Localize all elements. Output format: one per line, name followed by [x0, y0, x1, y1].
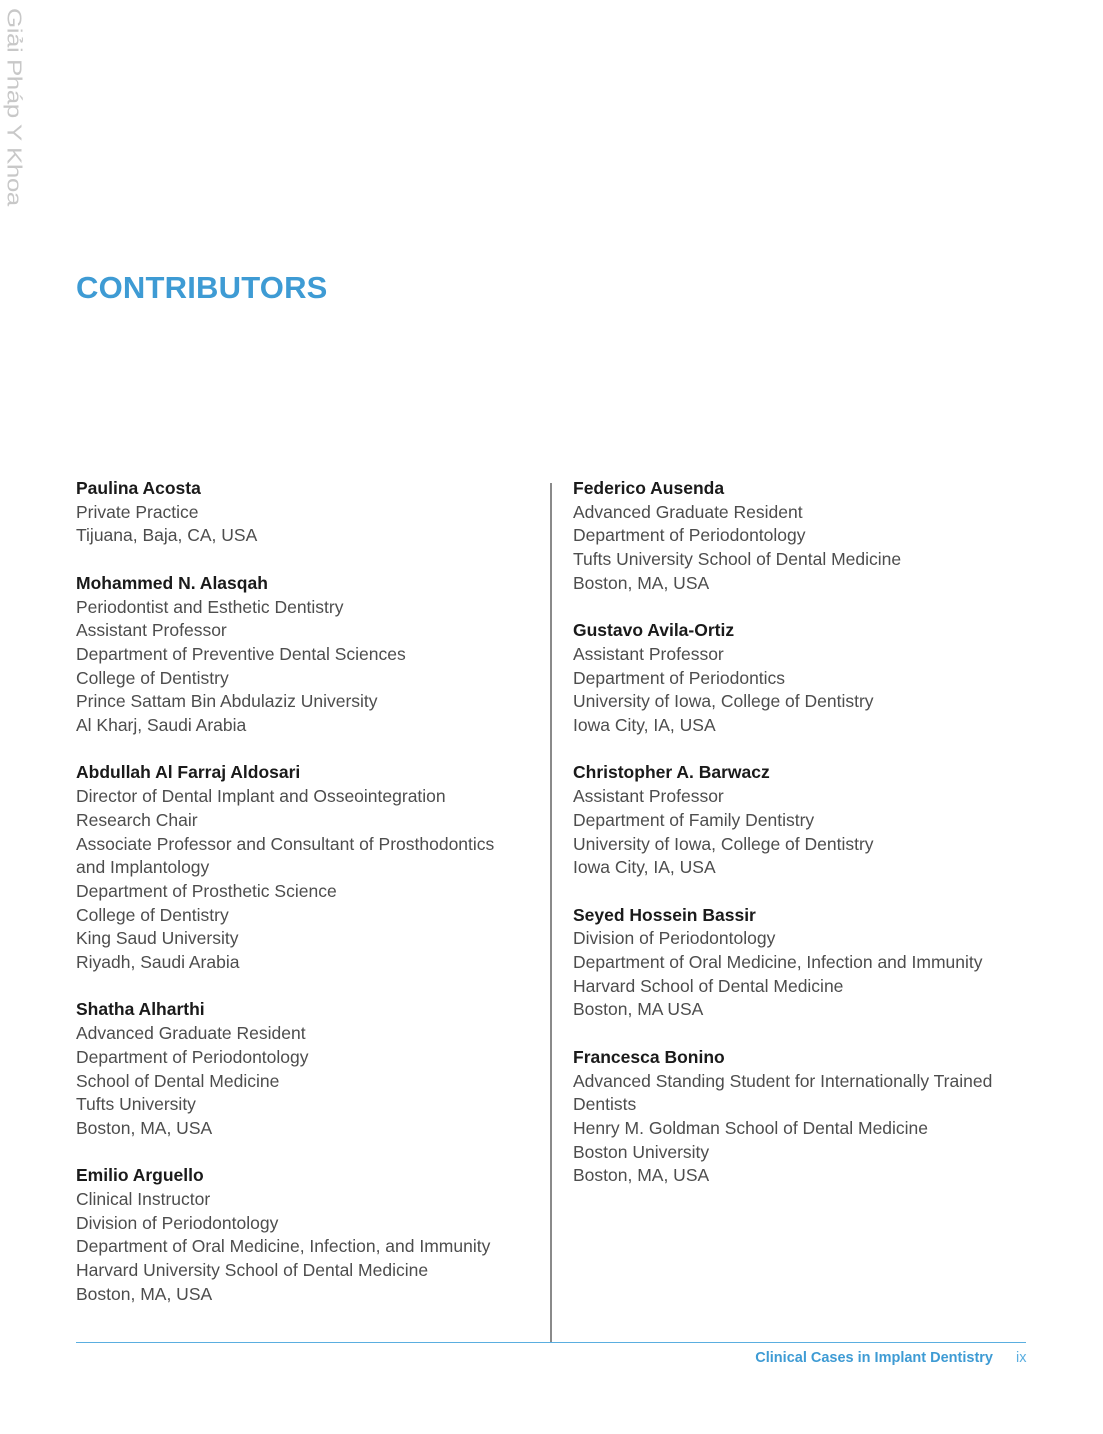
page-number: ix: [1016, 1350, 1027, 1366]
affiliation-line: Department of Periodontics: [573, 667, 786, 688]
affiliation-line: University of Iowa, College of Dentistry: [573, 833, 874, 854]
affiliation-line: University of Iowa, College of Dentistry: [573, 691, 874, 712]
affiliation-line: Boston, MA, USA: [76, 1283, 213, 1304]
affiliation-line: Department of Periodontology: [573, 525, 806, 546]
affiliation-line: Department of Prosthetic Science: [76, 880, 337, 901]
affiliation-line: Advanced Graduate Resident: [76, 1023, 306, 1044]
affiliation-line: Department of Oral Medicine, Infection, and Immunity: [76, 1236, 491, 1257]
affiliation-line: Division of Periodontology: [76, 1212, 279, 1233]
affiliation-line: Harvard School of Dental Medicine: [573, 975, 844, 996]
affiliation-line: Boston, MA, USA: [76, 1117, 213, 1138]
affiliation-line: College of Dentistry: [76, 667, 229, 688]
contributor-name: Mohammed N. Alasqah: [76, 572, 268, 593]
affiliation-line: Boston, MA, USA: [573, 1165, 710, 1186]
affiliation-line: Assistant Professor: [573, 786, 724, 807]
contributor-entry: [573, 761, 1033, 880]
contributor-entry: [76, 998, 536, 1140]
affiliation-line: King Saud University: [76, 928, 239, 949]
contributor-entry: [76, 572, 536, 738]
contributor-name: Paulina Acosta: [76, 478, 201, 498]
column-divider: [550, 483, 552, 1342]
affiliation-line: Tufts University: [76, 1094, 196, 1115]
affiliation-line: Director of Dental Implant and Osseointegration: [76, 786, 446, 807]
affiliation-line: Riyadh, Saudi Arabia: [76, 952, 240, 973]
affiliation-line: Associate Professor and Consultant of Prosthodontics: [76, 833, 495, 854]
contributor-name: Francesca Bonino: [573, 1046, 725, 1067]
affiliation-line: Prince Sattam Bin Abdulaziz University: [76, 691, 378, 712]
affiliation-line: Department of Oral Medicine, Infection and Immunity: [573, 952, 983, 973]
affiliation-line: Advanced Standing Student for Internationally Trained: [573, 1070, 993, 1091]
contributor-entry: [573, 477, 1033, 596]
affiliation-line: Department of Preventive Dental Sciences: [76, 643, 406, 664]
contributor-entry: [76, 1164, 536, 1306]
affiliation-line: Tijuana, Baja, CA, USA: [76, 525, 258, 546]
contributor-name: Seyed Hossein Bassir: [573, 904, 756, 925]
affiliation-line: Division of Periodontology: [573, 928, 776, 949]
affiliation-line: Research Chair: [76, 809, 198, 830]
contributor-name: Emilio Arguello: [76, 1165, 204, 1186]
affiliation-line: Boston University: [573, 1141, 710, 1162]
affiliation-line: and Implantology: [76, 857, 210, 878]
affiliation-line: Dentists: [573, 1094, 637, 1115]
affiliation-line: Harvard University School of Dental Medicine: [76, 1260, 429, 1281]
affiliation-line: Department of Family Dentistry: [573, 809, 815, 830]
affiliation-line: Clinical Instructor: [76, 1189, 211, 1210]
affiliation-line: Advanced Graduate Resident: [573, 501, 803, 522]
affiliation-line: Private Practice: [76, 501, 199, 522]
contributor-name: Abdullah Al Farraj Aldosari: [76, 762, 301, 783]
affiliation-line: School of Dental Medicine: [76, 1070, 280, 1091]
affiliation-line: Assistant Professor: [573, 643, 724, 664]
contributor-entry: [573, 619, 1033, 738]
contributor-entry: [76, 761, 536, 974]
page-title: CONTRIBUTORS: [76, 270, 328, 305]
contributor-name: Gustavo Avila-Ortiz: [573, 620, 735, 641]
affiliation-line: Periodontist and Esthetic Dentistry: [76, 596, 344, 617]
affiliation-line: Al Kharj, Saudi Arabia: [76, 715, 247, 736]
affiliation-line: Boston, MA, USA: [573, 572, 710, 593]
affiliation-line: Iowa City, IA, USA: [573, 857, 716, 878]
contributor-entry: [76, 477, 536, 548]
contributors-left-column: [76, 477, 536, 1330]
affiliation-line: Henry M. Goldman School of Dental Medicine: [573, 1117, 929, 1138]
footer-book-title: Clinical Cases in Implant Dentistry: [755, 1350, 993, 1366]
contributor-entry: [573, 904, 1033, 1023]
affiliation-line: Boston, MA USA: [573, 999, 704, 1020]
contributor-name: Shatha Alharthi: [76, 999, 205, 1020]
watermark-text: Giải Pháp Y Khoa: [2, 8, 27, 206]
contributor-entry: [573, 1046, 1033, 1188]
contributor-name: Christopher A. Barwacz: [573, 762, 770, 783]
affiliation-line: Assistant Professor: [76, 620, 227, 641]
contributor-name: Federico Ausenda: [573, 478, 725, 498]
affiliation-line: Department of Periodontology: [76, 1046, 309, 1067]
footer-rule: [76, 1342, 1026, 1343]
affiliation-line: Iowa City, IA, USA: [573, 715, 716, 736]
contributors-right-column: [573, 477, 1033, 1212]
affiliation-line: Tufts University School of Dental Medicine: [573, 549, 902, 570]
affiliation-line: College of Dentistry: [76, 904, 229, 925]
